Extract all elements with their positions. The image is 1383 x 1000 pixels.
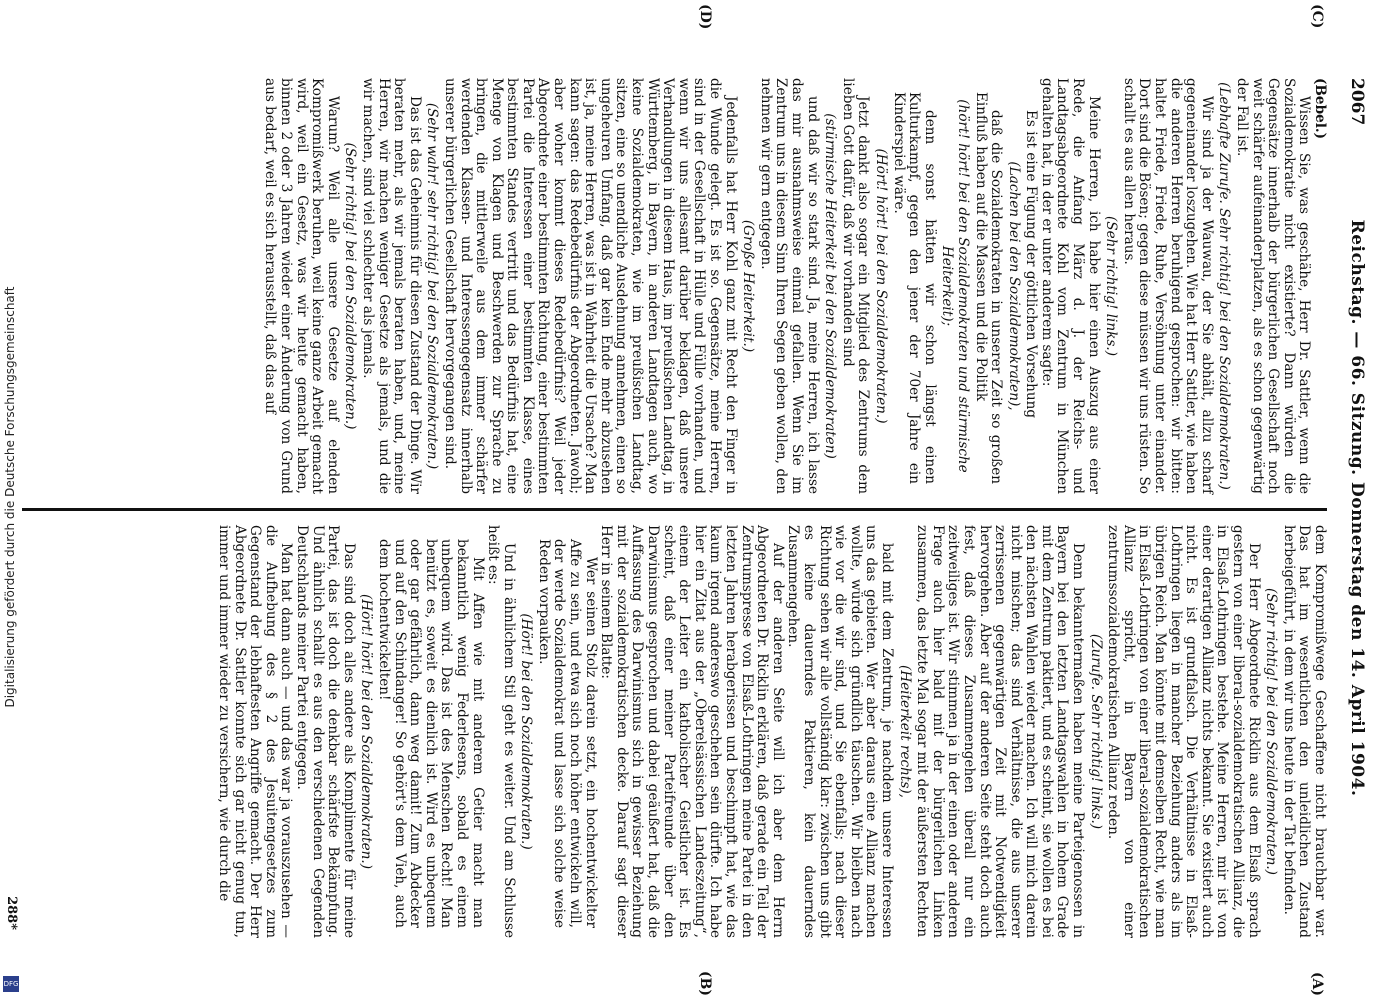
col-b-paragraph: Der Herr Abgeordnete Ricklin aus dem Elsaß sprach gestern von einer liberal-sozialdemokratischen Allianz, die in Elsaß-Lothringen bestehe. Meine Herren, mir ist von einer derartigen Allianz nichts bekannt. Sie existiert auch nicht. Es ist grundfalsch. Die Verhältnisse in Elsaß-Lothringen liegen in mancher Beziehung anders als im übrigen Reich. Man könnte mit demselben Recht, wie man in Elsaß-Lothringen von einer liberal-sozialdemokratischen Allianz spricht, in Bayern von einer zentrumssozialdemokratischen Allianz reden. <box>1105 525 1262 938</box>
col-a-paragraph: und daß wir so stark sind. Ja, meine Herren, ich lasse das mir ausnahmsweise einmal gefallen. Wenn Sie im Zentrum uns in diesem Sinn Ihren Segen geben wollen, den nehmen wir gern entgegen. <box>757 78 821 494</box>
col-b-paragraph: Auf der anderen Seite will ich aber dem Herrn Abgeordneten Dr. Ricklin erklären, daß gerade ein Teil der Zentrumspresse von Elsaß-Lothringen meine Partei in den letzten Jahren herabgerissen und beschimpft hat, wie das kaum irgend andereswo geschehen sein dürfte. Ich habe hier ein Zitat aus der „Oberelsässischen Landeszeitung“, einem der Leiter ein katholischer Geistlicher ist. Es scheint, daß einer meiner Parteifreunde über den Darwinismus gesprochen und dabei geäußert hat, daß die Auffassung des Darwinismus sich in gewisser Beziehung mit der sozialdemokratischen decke. Darauf sagt dieser Herr in seinem Blatte: <box>598 525 786 938</box>
left-text-column <box>22 508 1327 938</box>
col-b-paragraph: (Hört! bei den Sozialdemokraten.) <box>518 613 535 850</box>
col-a-paragraph: (hört! hört! bei den Sozialdemokraten und stürmische Heiterkeit); <box>939 99 971 473</box>
col-b-paragraph: (Sehr richtig! bei den Sozialdemokraten.) <box>1263 588 1280 875</box>
digitization-credit <box>0 0 22 1000</box>
col-b-paragraph: Man hat dann auch — und das war ja vorauszusehen — die Aufhebung des § 2 des Jesuitengesetzes zum Gegenstand der lebhaftesten Angriffe gemacht. Der Herr Abgeordnete Dr. Sattler konnte sich gar nicht genug tun, immer und immer wieder zu versichern, wie durch die <box>216 525 295 938</box>
col-a-paragraph: Warum? Weil alle unsere Gesetze auf elenden Kompromißwerk beruhen, weil keine ganze Arbeit gemacht wird, weil ein Gesetz, was wir heute gemacht haben, binnen 2 oder 3 Jahren wieder einer Änderung von Grund aus bedarf, weil es sich herausstellt, daß das auf <box>262 78 341 494</box>
page-number: 2067 <box>1347 78 1367 126</box>
margin-marker-c: (C) <box>1309 4 1325 29</box>
signature-mark: 288* <box>4 896 19 930</box>
col-a-paragraph: Wir sind ja der Wauwau, der Sie abhält, allzu scharf gegeneinander loszugehen. Wie hat Herr Sattler, wie haben die anderen Herren beruhigend gesprochen: wir bitten: haltet Friede, Friede, Ruhe, Versöhnung unter einander. Dort sind die Bösen; gegen diese müssen wir uns rüsten. So schallt es aus allen heraus. <box>1120 78 1215 494</box>
col-a-paragraph: (Lachen bei den Sozialdemokraten), <box>1005 161 1022 411</box>
col-a-paragraph: Es ist eine Fügung der göttlichen Vorsehung <box>1023 110 1040 419</box>
col-a-paragraph: (Große Heiterkeit.) <box>740 219 757 353</box>
col-a-paragraph: Meine Herren, ich habe hier einen Auszug aus einer Rede, die Anfang März d. J. der Reichs- und Landtagsabgeordnete Kohl vom Zentrum in München gehalten hat, in der er unter anderem sagte: <box>1038 78 1102 494</box>
col-b-paragraph: (Hört! hört! bei den Sozialdemokraten.) <box>358 593 375 869</box>
col-a-paragraph: daß die Sozialdemokraten in unserer Zeit so großen Einfluß haben auf die Massen und die Politik <box>972 92 1005 484</box>
col-b-paragraph: bald mit dem Zentrum, je nachdem unsere Interessen uns das gebieten. Wer aber daraus eine Allianz machen wollte, würde sich gründlich täuschen. Wir bleiben nach wie vor die wir sind, und Sie ebenfalls; nach dieser Richtung sehen wir alle vollständig klar: zwischen uns gibt es keine dauerndes Paktieren, kein dauerndes Zusammengehen. <box>785 525 895 938</box>
page-header <box>1333 78 1373 938</box>
col-b-paragraph: Mit Affen wie mit anderem Getier macht man bekanntlich wenig Federlesens, sobald es einem unbequem wird. Das ist des Menschen Recht! Man benützt es, soweit es dienlich ist. Wird es unbequem oder gar gefährlich, dann weg damit! Zum Abdecker und auf den Schindanger! So gehört's dem Vieh, auch dem hochentwickelten! <box>375 539 486 928</box>
col-b-paragraph: Und in ähnlichem Stil geht es weiter. Und am Schlusse heißt es: <box>485 525 517 938</box>
col-b-paragraph: (Zurufe. Sehr richtig! links.) <box>1087 633 1104 830</box>
page-title: Reichstag. — 66. Sitzung. Donnerstag den 14. April 1904. <box>1347 219 1367 797</box>
col-a-paragraph: Das ist das Geheimnis für diesen Zustand der Dinge. Wir beraten mehr, als wir jemals beraten haben, und, meine Herren, wir machen weniger Gesetze als jemals, und die wir machen, sind viel schlechter als jemals. <box>359 78 423 494</box>
col-a-paragraph: (Sehr richtig! bei den Sozialdemokraten.) <box>342 142 359 430</box>
col-a-paragraph: (stürmische Heiterkeit bei den Sozialdemokraten) <box>822 113 839 459</box>
col-a-paragraph: Jedenfalls hat Herr Kohl ganz mit Recht den Finger in die Wunde gelegt. Es ist so. Gegensätze, meine Herren, sind in der Gesellschaft in Hülle und Fülle vorhanden, und wenn wir uns allesamt darüber beklagen, daß unsere Verhandlungen in diesem Haus, im preußischen Landtag, in Württemberg, in Bayern, in anderen Landtagen auch, wo keine Sozialdemokraten, wie im preußischen Landtag, sitzen, eine so unendliche Ausdehnung annehmen, einen so ungeheuren Umfang, daß gar kein Ende mehr abzusehen ist, ja, meine Herren, was ist in Wahrheit die Ursache? Man kann sagen: das Redebedürfnis der Abgeordneten. Jawohl; aber woher kommt dieses Redebedürfnis? Weil jeder Abgeordnete einer bestimmten Richtung, einer bestimmten Partei die Interessen einer bestimmten Klasse, eines bestimmten Standes vertritt und das Bedürfnis hat, eine Menge von Klagen und Beschwerden zur Sprache zu bringen, die mittlerweile aus dem immer schärfer werdenden Klassen- und Interessengegensatz innerhalb unserer bürgerlichen Gesellschaft hervorgegangen sind. <box>441 78 739 494</box>
right-text-column <box>22 78 1327 508</box>
col-a-paragraph: Jetzt dankt also sogar ein Mitglied des Zentrums dem lieben Gott dafür, daß wir vorhanden sind <box>839 78 872 494</box>
col-a-paragraph: (Lebhafte Zurufe. Sehr richtig! bei den Sozialdemokraten.) <box>1216 82 1233 490</box>
dfg-logo: DFG <box>3 976 19 992</box>
col-b-paragraph: (Heiterkeit rechts), <box>896 665 913 798</box>
col-a-paragraph: (Hört! hört! bei den Sozialdemokraten.) <box>872 148 889 424</box>
col-a-paragraph: (Sehr wahr! sehr richtig! bei den Sozialdemokraten.) <box>424 102 441 470</box>
col-a-paragraph: (Bebel.) <box>1312 78 1328 140</box>
margin-marker-a: (A) <box>1309 971 1325 996</box>
col-a-paragraph: denn sonst hätten wir schon längst einen Kulturkampf, gegen den jener der 70er Jahre ein Kinderspiel wäre. <box>890 92 938 484</box>
margin-marker-b: (B) <box>697 970 713 996</box>
col-b-paragraph: Wer seinen Stolz darein setzt, ein hochentwickelter Affe zu sein, und etwa sich noch höher entwickeln will, der werde Sozialdemokrat und lasse sich solche weise Reden vorpauken. <box>535 539 599 928</box>
margin-marker-d: (D) <box>697 4 713 30</box>
col-b-paragraph: Das sind doch alles andere als Komplimente für meine Partei, das ist doch die denkbar schärfste Bekämpfung. Und ähnlich schallt es aus den verschiedenen Gegenden Deutschlands meiner Partei entgegen. <box>294 525 357 938</box>
col-a-paragraph: Wissen Sie, was geschähe, Herr Dr. Sattler, wenn die Sozialdemokratie nicht existierte? Dann würden die Gegensätze innerhalb der bürgerlichen Gesellschaft noch weit schärfer aufeinanderplatzen, als es schon gegenwärtig der Fall ist. <box>1234 78 1313 494</box>
col-a-paragraph: (Sehr richtig! links.) <box>1103 215 1120 357</box>
credit-text: Digitalisierung gefördert durch die Deutsche Forschungsgemeinschaft <box>3 286 17 708</box>
col-b-paragraph: dem Kompromißwege Geschaffene nicht brauchbar war. Das hat im wesentlichen den unleidlichen Zustand herbeigeführt, in dem wir uns heute in der Tat befinden. <box>1280 525 1328 938</box>
col-b-paragraph: Denn bekanntermaßen haben meine Parteigenossen in Bayern bei den letzten Landtagswahlen in hohem Grade mit dem Zentrum paktiert, und es scheint, sie wollen es bei den nächsten Wahlen wieder machen. Ich will mich darein nicht mischen; das sind Verhältnisse, die aus unserer zerrissenen gegenwärtigen Zeit mit Notwendigkeit hervorgehen. Aber auf der anderen Seite steht doch auch fest, daß dieses Zusammengehen überall nur ein zeitweiliges ist. Wir stimmen ja in der einen oder anderen Frage auch hier bald mit der bürgerlichen Linken zusammen, das letzte Mal sogar mit der äußersten Rechten <box>914 525 1087 938</box>
text-columns <box>22 78 1327 938</box>
